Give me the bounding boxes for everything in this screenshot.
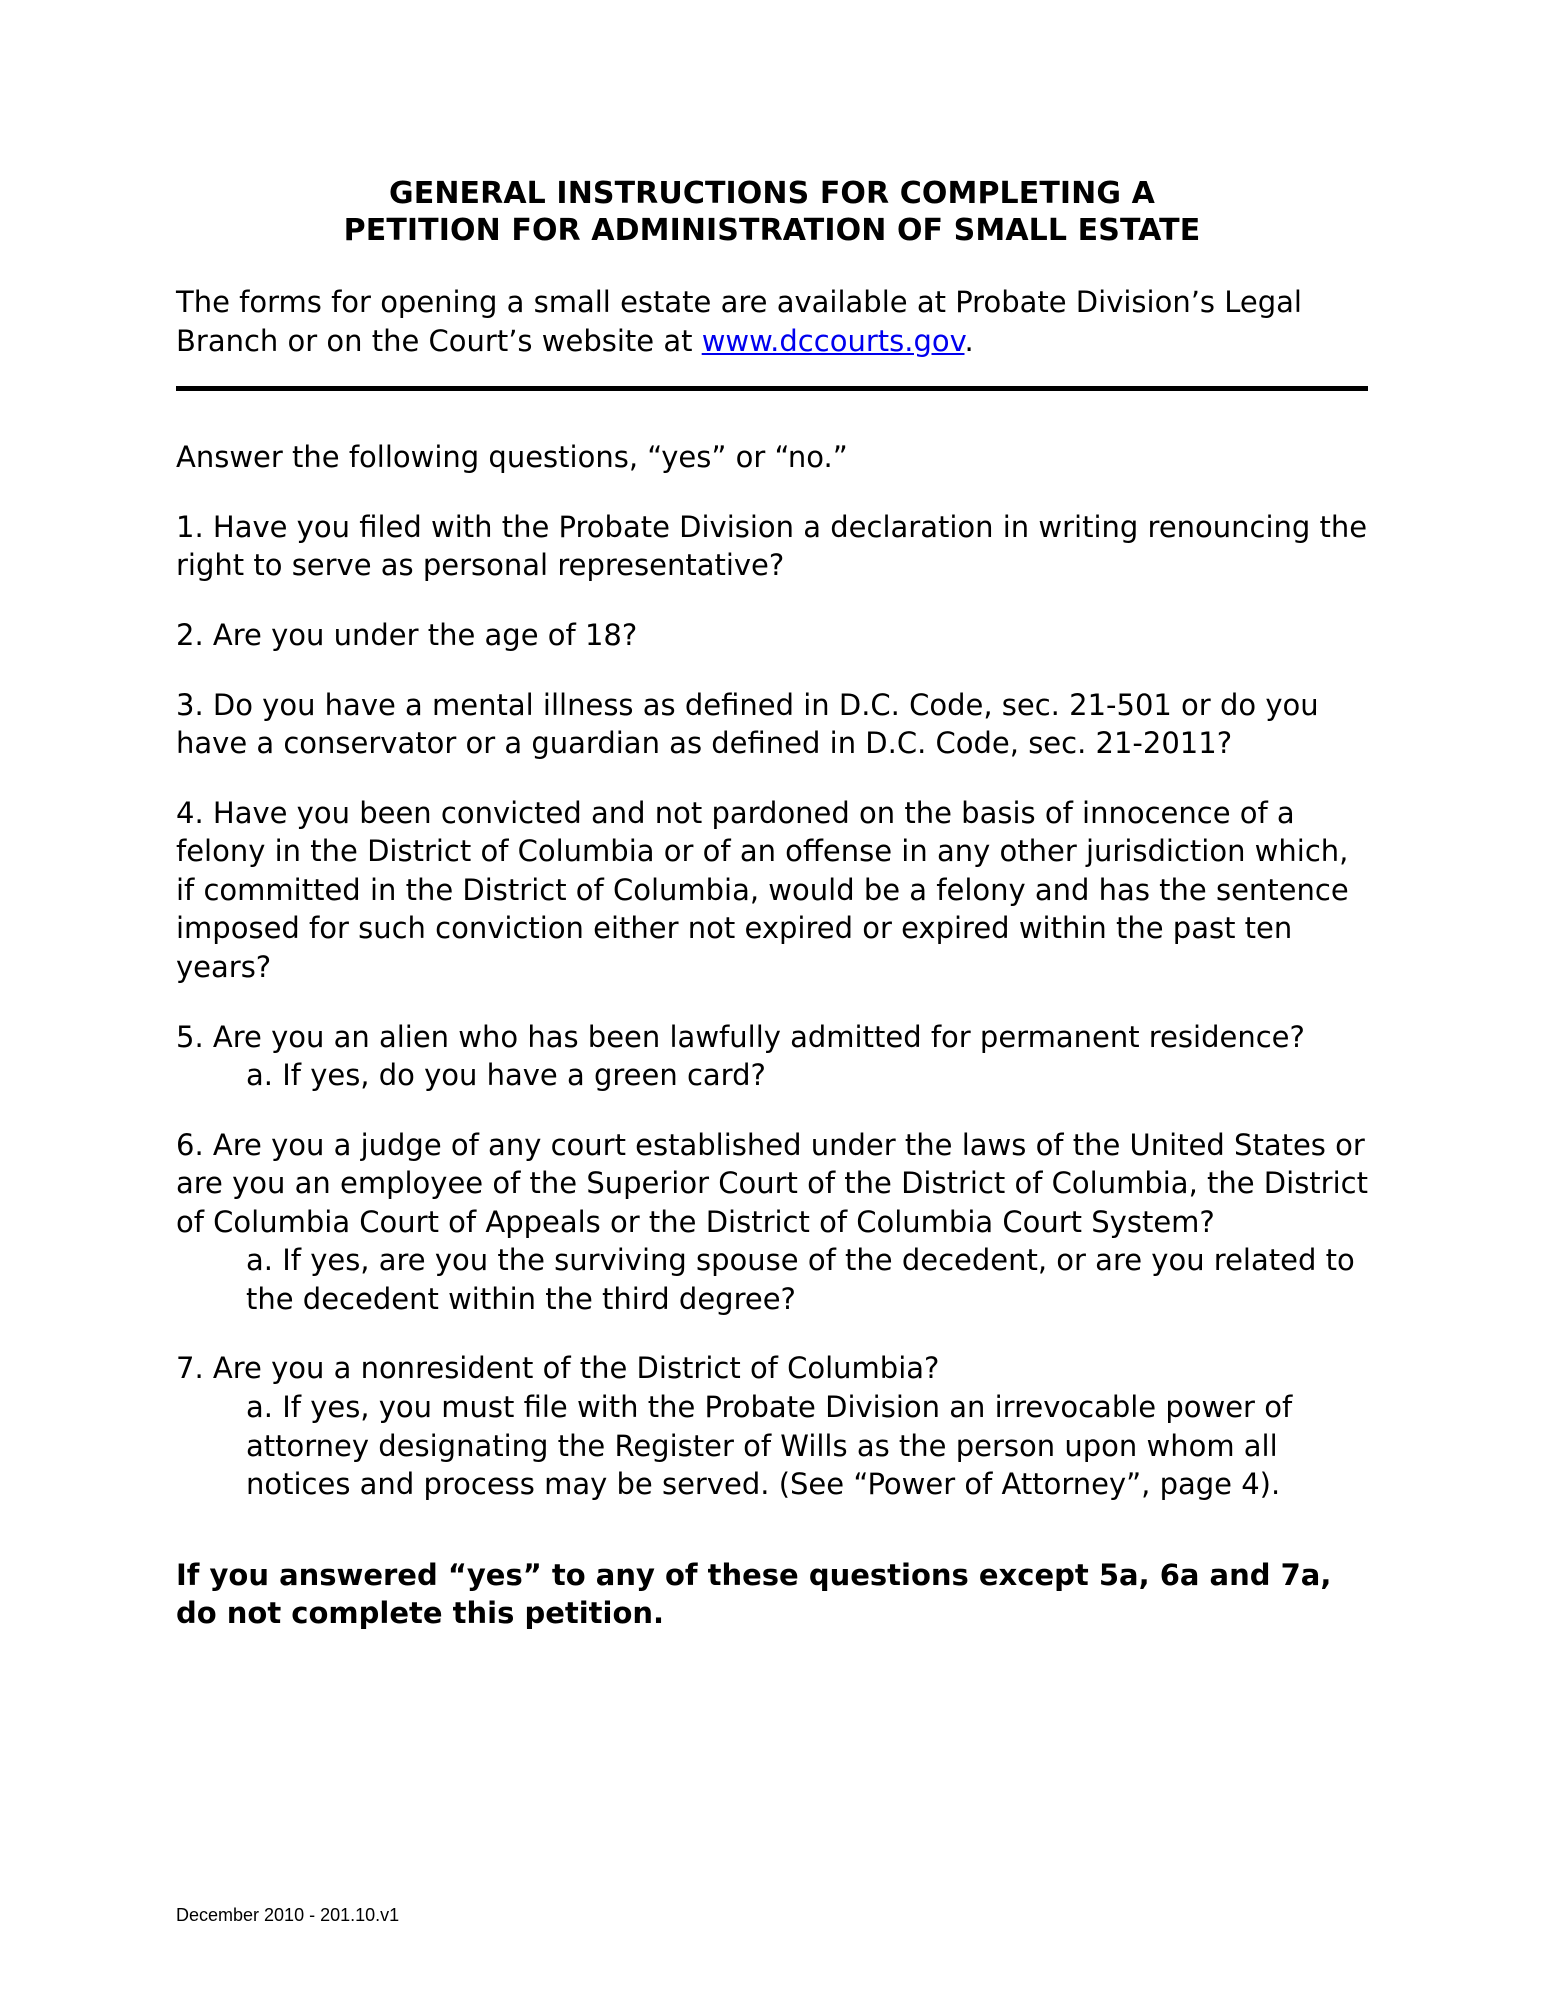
question-subitem-6a: a. If yes, are you the surviving spouse of the decedent, or are you related to the decedent within the third degree? — [246, 1243, 1355, 1316]
question-item-7 — [176, 1318, 1368, 1503]
document-content — [176, 0, 1368, 1633]
answer-instructions: Answer the following questions, “yes” or “no.” — [176, 440, 848, 475]
intro-text-after-link: . — [964, 323, 974, 358]
question-text: 2. Are you under the age of 18? — [176, 618, 638, 652]
intro-paragraph — [176, 249, 1368, 360]
question-text: 4. Have you been convicted and not pardoned on the basis of innocence of a felony in the District of Columbia or of an offense in any other jurisdiction which, if committed in the District of Columbia, would be a felony and has the sentence imposed for such conviction either not expired or expired within the past ten years? — [176, 795, 1349, 984]
intro-text-before-link: The forms for opening a small estate are available at Probate Division’s Legal Branch or on the Court’s website at — [176, 285, 1302, 358]
question-item-4 — [176, 763, 1368, 987]
question-text: 7. Are you a nonresident of the District of Columbia? — [176, 1351, 940, 1386]
question-subitem-5a: a. If yes, do you have a green card? — [246, 1058, 766, 1093]
question-text: 1. Have you filed with the Probate Division a declaration in writing renouncing the right to serve as personal representative? — [176, 509, 1368, 583]
page-title-line-1: GENERAL INSTRUCTIONS FOR COMPLETING A — [389, 176, 1155, 211]
question-item-6 — [176, 1095, 1368, 1319]
question-item-1 — [176, 477, 1368, 585]
question-text: 6. Are you a judge of any court established under the laws of the United States or are you an employee of the Superior Court of the District of Columbia, the District of Columbia Court of Appeals or the District of Columbia Court System? — [176, 1127, 1368, 1239]
question-text: 5. Are you an alien who has been lawfully admitted for permanent residence? — [176, 1019, 1305, 1054]
dccourts-website-link[interactable]: www.dccourts.gov — [701, 323, 965, 358]
closing-warning: If you answered “yes” to any of these questions except 5a, 6a and 7a, do not complete this petition. — [176, 1557, 1332, 1631]
page-title-line-2: PETITION FOR ADMINISTRATION OF SMALL ESTATE — [343, 212, 1201, 248]
question-item-3 — [176, 655, 1368, 763]
footer-revision-stamp: December 2010 - 201.10.v1 — [176, 1905, 400, 1925]
question-item-5 — [176, 987, 1368, 1095]
page-title — [176, 0, 1368, 249]
question-subitem-7a: a. If yes, you must file with the Probate Division an irrevocable power of attorney designating the Register of Wills as the person upon whom all notices and process may be served. (See “Power of Attorney”, page 4). — [246, 1390, 1293, 1502]
question-text: 3. Do you have a mental illness as defined in D.C. Code, sec. 21-501 or do you have a conservator or a guardian as defined in D.C. Code, sec. 21-2011? — [176, 687, 1319, 761]
question-item-2 — [176, 585, 1368, 655]
